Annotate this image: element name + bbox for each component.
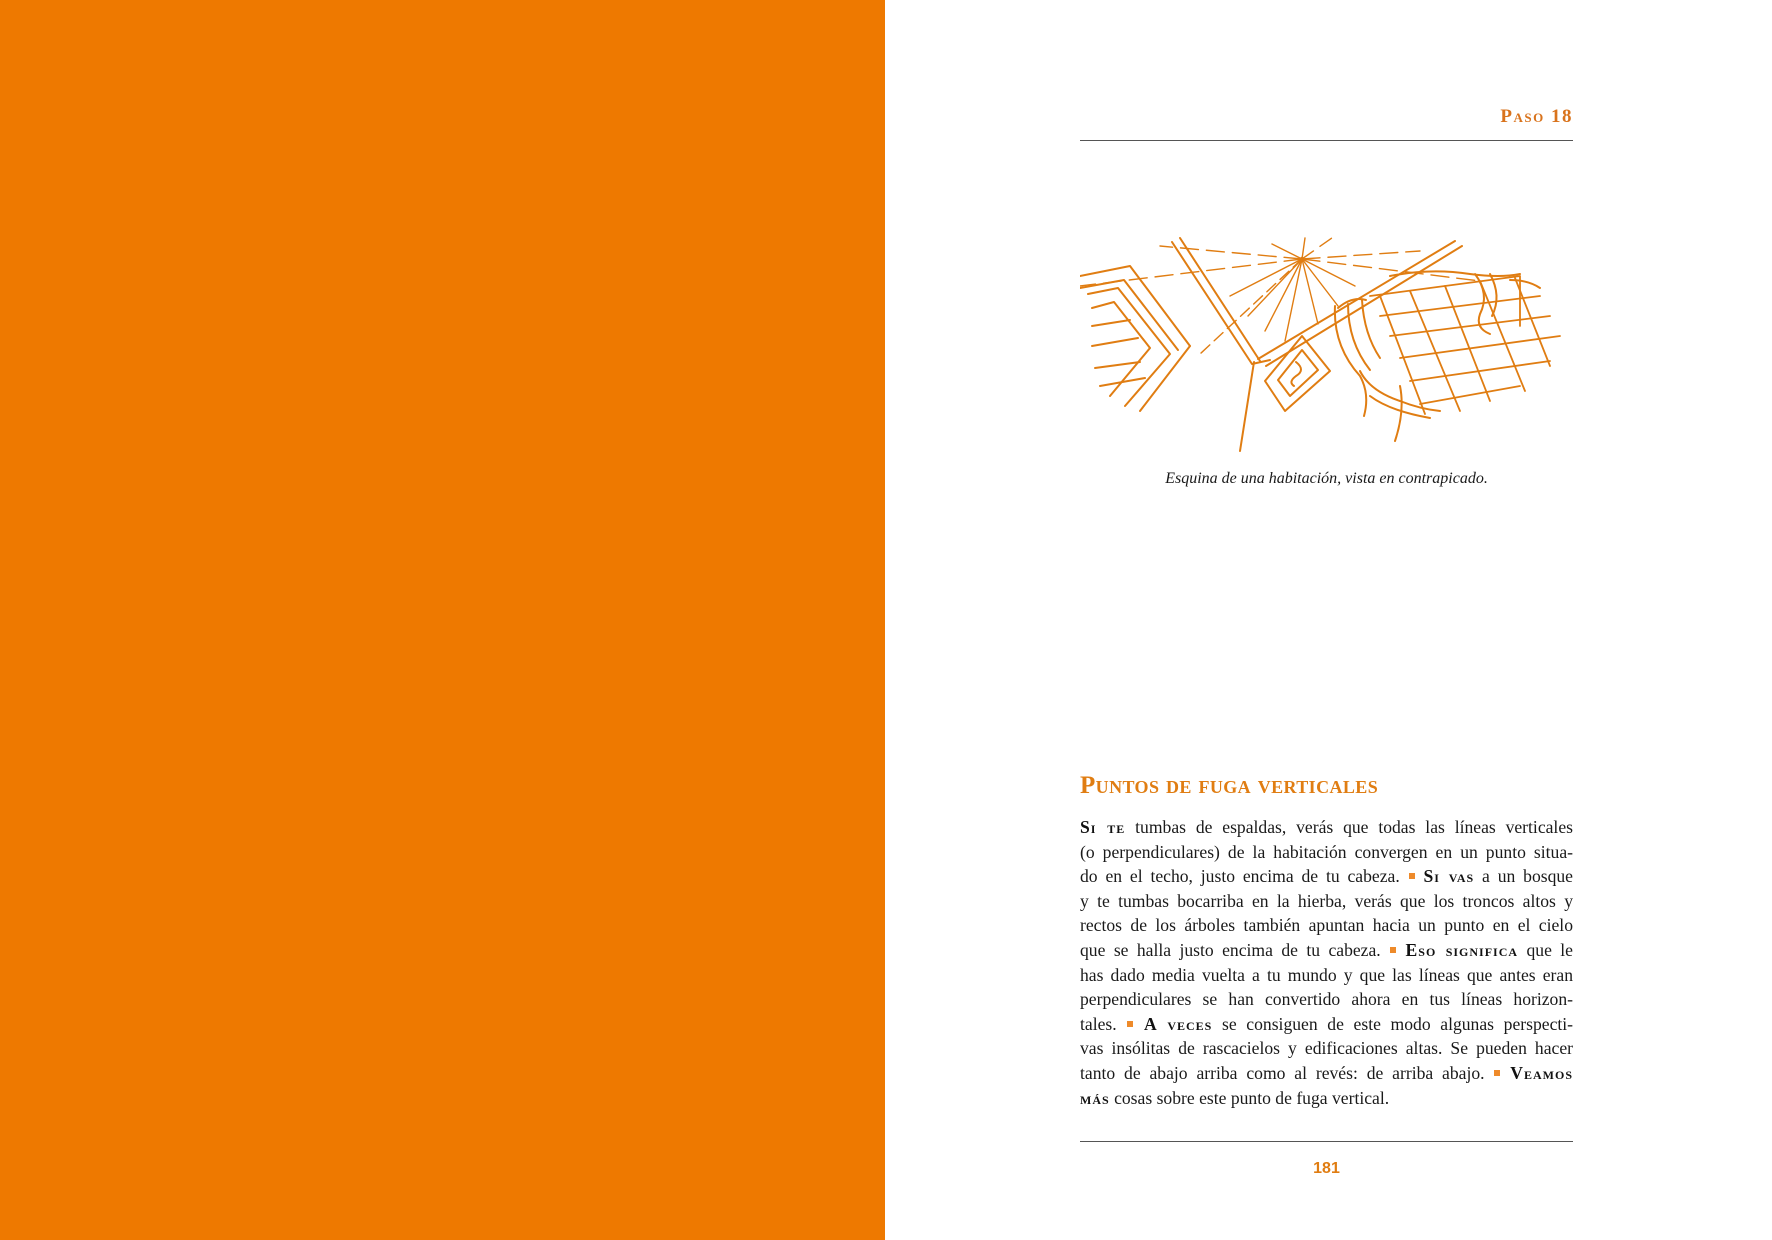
- body-line: [1080, 938, 1573, 963]
- body-line: [1080, 963, 1573, 988]
- left-page-orange-panel: [0, 0, 885, 1240]
- body-line: [1080, 1012, 1573, 1037]
- separator-square-icon: [1127, 1021, 1133, 1027]
- lead-in-small-caps: Si te: [1080, 817, 1126, 837]
- body-text-run: do en el techo, justo encima de tu cabeza.: [1080, 866, 1408, 887]
- ceiling-grid: [1370, 276, 1560, 414]
- body-line: [1080, 1036, 1573, 1061]
- body-text-run: tumbas de espaldas, verás que todas las líneas verticales: [1125, 817, 1573, 837]
- separator-square-icon: [1390, 947, 1396, 953]
- body-text-run: y te tumbas bocarriba en la hierba, verás que los troncos altos y: [1080, 890, 1573, 911]
- body-line: [1080, 889, 1573, 914]
- body-text-run: a un bosque: [1474, 866, 1573, 887]
- body-text-run: que se halla justo encima de tu cabeza.: [1080, 939, 1390, 960]
- body-line: [1080, 987, 1573, 1012]
- lead-in-small-caps: Veamos: [1510, 1062, 1573, 1083]
- body-line: [1080, 1086, 1573, 1111]
- body-text-run: [1501, 1063, 1510, 1083]
- body-text-run: se consiguen de este modo algunas perspecti-: [1212, 1013, 1574, 1034]
- running-head: Paso 18: [1500, 106, 1573, 127]
- body-text-run: (o perpendiculares) de la habitación convergen en un punto situa-: [1080, 841, 1573, 862]
- lead-in-small-caps: A veces: [1143, 1013, 1213, 1034]
- page-number: 181: [1313, 1160, 1340, 1177]
- body-text-run: has dado media vuelta a tu mundo y que las líneas que antes eran: [1080, 964, 1573, 985]
- separator-square-icon: [1494, 1070, 1500, 1076]
- body-text-run: [1134, 1014, 1144, 1034]
- body-text-run: tanto de abajo arriba como al revés: de arriba abajo.: [1080, 1062, 1494, 1083]
- separator-square-icon: [1409, 873, 1415, 879]
- body-text-run: tales.: [1080, 1013, 1127, 1034]
- body-line: [1080, 840, 1573, 865]
- left-window-frame: [1080, 266, 1190, 411]
- lead-in-small-caps: Si vas: [1423, 866, 1475, 887]
- body-text-run: [1397, 940, 1405, 960]
- body-text-run: vas insólitas de rascacielos y edificaciones altas. Se pueden hacer: [1080, 1038, 1573, 1059]
- right-page: [885, 0, 1772, 1240]
- body-line: [1080, 864, 1573, 889]
- body-text-run: que le: [1518, 939, 1573, 960]
- body-line: [1080, 815, 1573, 840]
- room-corner-illustration: [1080, 236, 1574, 461]
- body-text-run: perpendiculares se han convertido ahora en tus líneas horizon-: [1080, 989, 1573, 1010]
- body-paragraph: [1080, 815, 1573, 1110]
- lead-in-small-caps: Eso significa: [1405, 939, 1519, 960]
- illustration-caption: Esquina de una habitación, vista en contrapicado.: [1165, 470, 1488, 487]
- body-text-run: rectos de los árboles también apuntan hacia un punto en el cielo: [1080, 915, 1573, 936]
- lead-in-small-caps: más: [1080, 1087, 1110, 1108]
- footer-rule: [1080, 1141, 1573, 1142]
- body-line: [1080, 1061, 1573, 1086]
- section-heading: Puntos de fuga verticales: [1080, 772, 1379, 799]
- header-rule: [1080, 140, 1573, 141]
- body-text-run: cosas sobre este punto de fuga vertical.: [1109, 1087, 1390, 1108]
- body-line: [1080, 913, 1573, 938]
